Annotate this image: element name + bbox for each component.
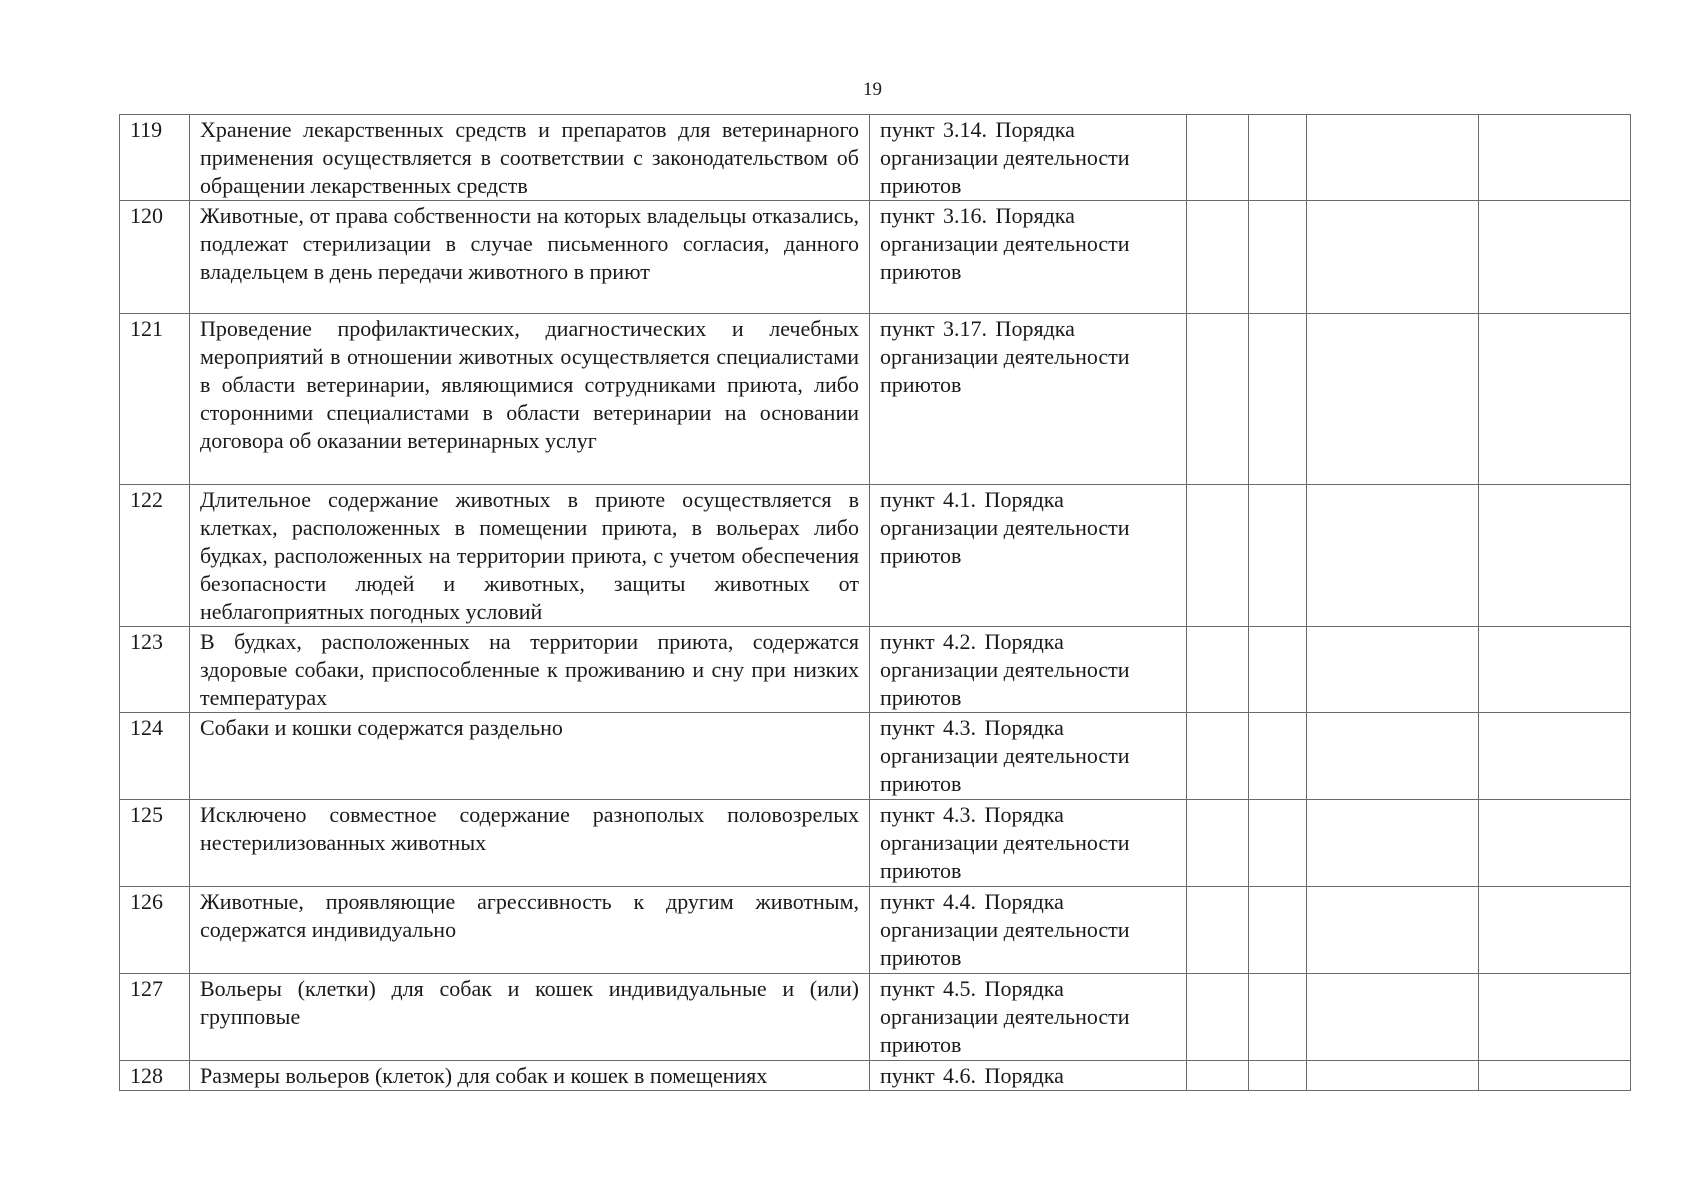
requirement-text-content: Вольеры (клетки) для собак и кошек индивидуальные и (или) групповые [200, 976, 859, 1029]
answer-no-cell [1249, 201, 1307, 314]
legal-reference-document-end: приютов [880, 858, 962, 883]
answer-no-cell [1249, 887, 1307, 974]
table-row [120, 1061, 1631, 1091]
requirement-text-content: Животные, проявляющие агрессивность к другим животным, содержатся индивидуально [200, 889, 859, 942]
requirement-text [190, 627, 870, 713]
legal-reference-clause: пункт 4.2. Порядка [880, 629, 1064, 654]
page-number: 19 [863, 79, 882, 100]
legal-reference-document: организации деятельности [880, 917, 1130, 942]
row-number: 120 [120, 201, 190, 314]
legal-reference-clause: пункт 4.3. Порядка [880, 715, 1064, 740]
requirement-text-content: Собаки и кошки содержатся раздельно [200, 715, 563, 740]
answer-no-cell [1249, 485, 1307, 627]
legal-reference-document: организации деятельности [880, 657, 1130, 682]
table-row [120, 314, 1631, 485]
table-row [120, 115, 1631, 201]
legal-reference-document: организации деятельности [880, 830, 1130, 855]
legal-reference [870, 800, 1187, 887]
answer-na-cell [1307, 314, 1479, 485]
notes-cell [1479, 800, 1631, 887]
answer-na-cell [1307, 713, 1479, 800]
row-number: 127 [120, 974, 190, 1061]
requirement-text-content: Исключено совместное содержание разнополых половозрелых нестерилизованных животных [200, 802, 859, 855]
legal-reference [870, 201, 1187, 314]
row-number: 119 [120, 115, 190, 201]
answer-na-cell [1307, 627, 1479, 713]
table-row [120, 713, 1631, 800]
requirement-text [190, 485, 870, 627]
requirement-text [190, 713, 870, 800]
answer-yes-cell [1187, 887, 1249, 974]
legal-reference-document-end: приютов [880, 372, 962, 397]
legal-reference-document-end: приютов [880, 771, 962, 796]
legal-reference-document: организации деятельности [880, 1004, 1130, 1029]
legal-reference-clause: пункт 4.1. Порядка [880, 487, 1064, 512]
legal-reference-document: организации деятельности [880, 145, 1130, 170]
answer-na-cell [1307, 800, 1479, 887]
requirement-text-content: Длительное содержание животных в приюте осуществляется в клетках, расположенных в помещении приюта, в вольерах либо будках, расположенных на территории приюта, с учетом обеспечения безопасности людей и животных, защиты животных от неблагоприятных погодных условий [200, 487, 859, 624]
legal-reference-clause: пункт 4.5. Порядка [880, 976, 1064, 1001]
legal-reference-document: организации деятельности [880, 344, 1130, 369]
answer-yes-cell [1187, 1061, 1249, 1091]
checklist-table [119, 114, 1631, 1091]
answer-no-cell [1249, 974, 1307, 1061]
legal-reference-document-end: приютов [880, 259, 962, 284]
legal-reference-document-end: приютов [880, 1032, 962, 1057]
legal-reference-clause: пункт 3.14. Порядка [880, 117, 1075, 142]
answer-na-cell [1307, 887, 1479, 974]
notes-cell [1479, 887, 1631, 974]
row-number: 123 [120, 627, 190, 713]
row-number: 128 [120, 1061, 190, 1091]
legal-reference [870, 1061, 1187, 1091]
answer-no-cell [1249, 1061, 1307, 1091]
table-row [120, 887, 1631, 974]
row-number: 122 [120, 485, 190, 627]
legal-reference-document: организации деятельности [880, 231, 1130, 256]
table-row [120, 627, 1631, 713]
answer-yes-cell [1187, 974, 1249, 1061]
legal-reference-document: организации деятельности [880, 743, 1130, 768]
table-row [120, 800, 1631, 887]
answer-yes-cell [1187, 115, 1249, 201]
notes-cell [1479, 314, 1631, 485]
table-row [120, 974, 1631, 1061]
row-number: 125 [120, 800, 190, 887]
row-number: 126 [120, 887, 190, 974]
legal-reference [870, 485, 1187, 627]
notes-cell [1479, 974, 1631, 1061]
notes-cell [1479, 1061, 1631, 1091]
row-number: 121 [120, 314, 190, 485]
legal-reference-document-end: приютов [880, 173, 962, 198]
answer-no-cell [1249, 627, 1307, 713]
answer-yes-cell [1187, 627, 1249, 713]
answer-na-cell [1307, 201, 1479, 314]
legal-reference-document-end: приютов [880, 543, 962, 568]
answer-no-cell [1249, 115, 1307, 201]
requirement-text-content: В будках, расположенных на территории приюта, содержатся здоровые собаки, приспособленные к проживанию и сну при низких температурах [200, 629, 859, 710]
answer-na-cell [1307, 115, 1479, 201]
requirement-text [190, 800, 870, 887]
table-row [120, 485, 1631, 627]
answer-yes-cell [1187, 485, 1249, 627]
answer-na-cell [1307, 485, 1479, 627]
legal-reference-document-end: приютов [880, 945, 962, 970]
requirement-text-content: Проведение профилактических, диагностических и лечебных мероприятий в отношении животных осуществляется специалистами в области ветеринарии, являющимися сотрудниками приюта, либо сторонними специалистами в области ветеринарии на основании договора об оказании ветеринарных услуг [200, 316, 859, 453]
legal-reference [870, 887, 1187, 974]
legal-reference [870, 627, 1187, 713]
notes-cell [1479, 627, 1631, 713]
legal-reference-clause: пункт 4.6. Порядка [880, 1063, 1064, 1088]
answer-no-cell [1249, 800, 1307, 887]
legal-reference [870, 314, 1187, 485]
table-body [120, 115, 1631, 1091]
answer-na-cell [1307, 974, 1479, 1061]
legal-reference-document-end: приютов [880, 685, 962, 710]
answer-yes-cell [1187, 713, 1249, 800]
answer-na-cell [1307, 1061, 1479, 1091]
legal-reference [870, 974, 1187, 1061]
answer-yes-cell [1187, 201, 1249, 314]
answer-yes-cell [1187, 800, 1249, 887]
requirement-text [190, 1061, 870, 1091]
legal-reference-clause: пункт 3.17. Порядка [880, 316, 1075, 341]
legal-reference [870, 713, 1187, 800]
legal-reference-clause: пункт 4.4. Порядка [880, 889, 1064, 914]
requirement-text-content: Животные, от права собственности на которых владельцы отказались, подлежат стерилизации в случае письменного согласия, данного владельцем в день передачи животного в приют [200, 203, 859, 284]
requirement-text [190, 201, 870, 314]
answer-no-cell [1249, 713, 1307, 800]
legal-reference-document: организации деятельности [880, 515, 1130, 540]
legal-reference-clause: пункт 3.16. Порядка [880, 203, 1075, 228]
requirement-text [190, 887, 870, 974]
legal-reference [870, 115, 1187, 201]
notes-cell [1479, 713, 1631, 800]
answer-no-cell [1249, 314, 1307, 485]
legal-reference-clause: пункт 4.3. Порядка [880, 802, 1064, 827]
requirement-text-content: Размеры вольеров (клеток) для собак и кошек в помещениях [200, 1063, 768, 1088]
requirement-text-content: Хранение лекарственных средств и препаратов для ветеринарного применения осуществляется в соответствии с законодательством об обращении лекарственных средств [200, 117, 859, 198]
notes-cell [1479, 201, 1631, 314]
requirement-text [190, 314, 870, 485]
notes-cell [1479, 485, 1631, 627]
requirement-text [190, 115, 870, 201]
table-row [120, 201, 1631, 314]
row-number: 124 [120, 713, 190, 800]
answer-yes-cell [1187, 314, 1249, 485]
notes-cell [1479, 115, 1631, 201]
requirement-text [190, 974, 870, 1061]
